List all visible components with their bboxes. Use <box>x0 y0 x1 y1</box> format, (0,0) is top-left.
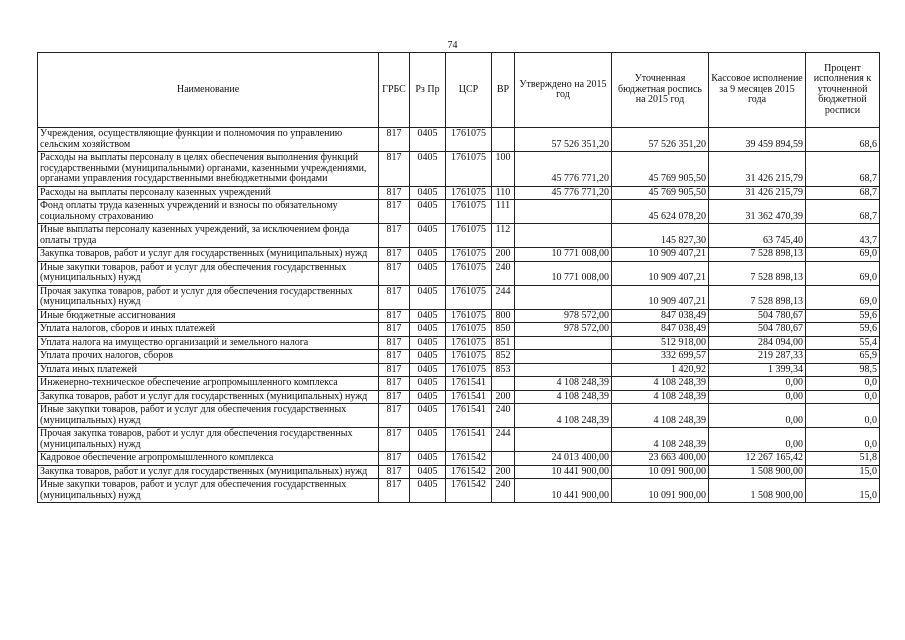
cell-cash: 504 780,67 <box>709 323 806 337</box>
cell-approved <box>515 285 612 309</box>
cell-revised: 4 108 248,39 <box>612 404 709 428</box>
cell-percent: 0,0 <box>806 390 880 404</box>
cell-name: Кадровое обеспечение агропромышленного комплекса <box>38 452 379 466</box>
cell-grbs: 817 <box>379 200 410 224</box>
table-row <box>38 261 880 285</box>
cell-vr: 851 <box>492 336 515 350</box>
cell-rzpr: 0405 <box>410 186 446 200</box>
cell-cash: 7 528 898,13 <box>709 285 806 309</box>
cell-cash: 1 508 900,00 <box>709 465 806 479</box>
table-body <box>38 128 880 503</box>
cell-percent: 65,9 <box>806 350 880 364</box>
cell-approved: 24 013 400,00 <box>515 452 612 466</box>
cell-name: Иные бюджетные ассигнования <box>38 309 379 323</box>
cell-revised: 57 526 351,20 <box>612 128 709 152</box>
cell-approved: 10 441 900,00 <box>515 479 612 503</box>
cell-approved: 4 108 248,39 <box>515 390 612 404</box>
cell-approved: 10 771 008,00 <box>515 261 612 285</box>
cell-cash: 1 508 900,00 <box>709 479 806 503</box>
cell-rzpr: 0405 <box>410 377 446 391</box>
cell-rzpr: 0405 <box>410 404 446 428</box>
cell-rzpr: 0405 <box>410 428 446 452</box>
table-row <box>38 479 880 503</box>
table-row <box>38 336 880 350</box>
cell-csr: 1761075 <box>446 248 492 262</box>
cell-approved <box>515 428 612 452</box>
table-row <box>38 452 880 466</box>
cell-grbs: 817 <box>379 152 410 187</box>
table-row <box>38 428 880 452</box>
cell-name: Уплата налога на имущество организаций и земельного налога <box>38 336 379 350</box>
cell-name: Уплата налогов, сборов и иных платежей <box>38 323 379 337</box>
header-approved: Утверждено на 2015 год <box>515 53 612 128</box>
header-name: Наименование <box>38 53 379 128</box>
cell-name: Расходы на выплаты персоналу в целях обеспечения выполнения функций государственными (муниципальными) органами, казенными учреждениями, органами управления государственными внебюджетными фондами <box>38 152 379 187</box>
cell-grbs: 817 <box>379 452 410 466</box>
cell-revised: 4 108 248,39 <box>612 428 709 452</box>
cell-rzpr: 0405 <box>410 152 446 187</box>
cell-csr: 1761541 <box>446 390 492 404</box>
cell-vr: 110 <box>492 186 515 200</box>
cell-grbs: 817 <box>379 248 410 262</box>
cell-grbs: 817 <box>379 390 410 404</box>
cell-cash: 0,00 <box>709 390 806 404</box>
cell-csr: 1761075 <box>446 285 492 309</box>
cell-csr: 1761542 <box>446 465 492 479</box>
table-row <box>38 377 880 391</box>
cell-rzpr: 0405 <box>410 465 446 479</box>
cell-csr: 1761075 <box>446 336 492 350</box>
cell-approved: 4 108 248,39 <box>515 404 612 428</box>
cell-revised: 10 909 407,21 <box>612 261 709 285</box>
cell-cash: 504 780,67 <box>709 309 806 323</box>
cell-approved: 10 441 900,00 <box>515 465 612 479</box>
cell-cash: 31 426 215,79 <box>709 186 806 200</box>
cell-rzpr: 0405 <box>410 363 446 377</box>
cell-cash: 284 094,00 <box>709 336 806 350</box>
cell-vr: 112 <box>492 224 515 248</box>
table-row <box>38 363 880 377</box>
cell-vr <box>492 128 515 152</box>
table-row <box>38 465 880 479</box>
cell-name: Закупка товаров, работ и услуг для государственных (муниципальных) нужд <box>38 465 379 479</box>
cell-approved: 57 526 351,20 <box>515 128 612 152</box>
cell-name: Учреждения, осуществляющие функции и полномочия по управлению сельским хозяйством <box>38 128 379 152</box>
cell-approved: 45 776 771,20 <box>515 152 612 187</box>
cell-revised: 45 769 905,50 <box>612 152 709 187</box>
cell-vr: 850 <box>492 323 515 337</box>
cell-csr: 1761075 <box>446 261 492 285</box>
cell-rzpr: 0405 <box>410 200 446 224</box>
cell-name: Закупка товаров, работ и услуг для государственных (муниципальных) нужд <box>38 248 379 262</box>
cell-grbs: 817 <box>379 261 410 285</box>
cell-vr: 200 <box>492 390 515 404</box>
cell-csr: 1761075 <box>446 200 492 224</box>
cell-cash: 0,00 <box>709 377 806 391</box>
cell-percent: 51,8 <box>806 452 880 466</box>
cell-name: Иные выплаты персоналу казенных учреждений, за исключением фонда оплаты труда <box>38 224 379 248</box>
table-row <box>38 248 880 262</box>
cell-rzpr: 0405 <box>410 285 446 309</box>
cell-rzpr: 0405 <box>410 128 446 152</box>
cell-rzpr: 0405 <box>410 452 446 466</box>
cell-cash: 31 362 470,39 <box>709 200 806 224</box>
cell-grbs: 817 <box>379 285 410 309</box>
cell-grbs: 817 <box>379 323 410 337</box>
cell-rzpr: 0405 <box>410 350 446 364</box>
table-row <box>38 128 880 152</box>
cell-cash: 7 528 898,13 <box>709 261 806 285</box>
cell-grbs: 817 <box>379 128 410 152</box>
cell-name: Прочая закупка товаров, работ и услуг для обеспечения государственных (муниципальных) нужд <box>38 285 379 309</box>
cell-cash: 31 426 215,79 <box>709 152 806 187</box>
budget-table <box>37 52 880 503</box>
cell-cash: 63 745,40 <box>709 224 806 248</box>
cell-vr: 240 <box>492 404 515 428</box>
cell-percent: 0,0 <box>806 404 880 428</box>
cell-csr: 1761075 <box>446 152 492 187</box>
cell-approved <box>515 200 612 224</box>
cell-grbs: 817 <box>379 224 410 248</box>
cell-grbs: 817 <box>379 377 410 391</box>
cell-revised: 10 091 900,00 <box>612 465 709 479</box>
cell-rzpr: 0405 <box>410 479 446 503</box>
cell-approved <box>515 363 612 377</box>
cell-approved: 978 572,00 <box>515 323 612 337</box>
cell-rzpr: 0405 <box>410 248 446 262</box>
table-row <box>38 309 880 323</box>
cell-percent: 59,6 <box>806 309 880 323</box>
cell-revised: 45 769 905,50 <box>612 186 709 200</box>
cell-percent: 68,6 <box>806 128 880 152</box>
table-header-row <box>38 53 880 128</box>
header-revised: Уточненная бюджетная роспись на 2015 год <box>612 53 709 128</box>
cell-vr: 200 <box>492 465 515 479</box>
cell-csr: 1761075 <box>446 309 492 323</box>
cell-revised: 145 827,30 <box>612 224 709 248</box>
cell-csr: 1761541 <box>446 428 492 452</box>
cell-approved <box>515 350 612 364</box>
table-row <box>38 404 880 428</box>
header-csr: ЦСР <box>446 53 492 128</box>
cell-approved: 10 771 008,00 <box>515 248 612 262</box>
cell-rzpr: 0405 <box>410 323 446 337</box>
table-row <box>38 285 880 309</box>
cell-revised: 847 038,49 <box>612 323 709 337</box>
cell-name: Инженерно-техническое обеспечение агропромышленного комплекса <box>38 377 379 391</box>
cell-percent: 68,7 <box>806 152 880 187</box>
cell-grbs: 817 <box>379 336 410 350</box>
cell-vr: 240 <box>492 261 515 285</box>
cell-vr: 852 <box>492 350 515 364</box>
header-rzpr: Рз Пр <box>410 53 446 128</box>
header-grbs: ГРБС <box>379 53 410 128</box>
cell-revised: 4 108 248,39 <box>612 390 709 404</box>
cell-vr <box>492 377 515 391</box>
cell-cash: 0,00 <box>709 428 806 452</box>
cell-percent: 69,0 <box>806 285 880 309</box>
cell-csr: 1761542 <box>446 452 492 466</box>
cell-csr: 1761075 <box>446 128 492 152</box>
cell-revised: 23 663 400,00 <box>612 452 709 466</box>
header-percent: Процент исполнения к уточненной бюджетной росписи <box>806 53 880 128</box>
cell-name: Прочая закупка товаров, работ и услуг для обеспечения государственных (муниципальных) нужд <box>38 428 379 452</box>
cell-grbs: 817 <box>379 404 410 428</box>
table-row <box>38 186 880 200</box>
cell-csr: 1761075 <box>446 363 492 377</box>
cell-csr: 1761541 <box>446 404 492 428</box>
cell-name: Фонд оплаты труда казенных учреждений и взносы по обязательному социальному страхованию <box>38 200 379 224</box>
cell-percent: 0,0 <box>806 377 880 391</box>
cell-vr: 800 <box>492 309 515 323</box>
cell-cash: 0,00 <box>709 404 806 428</box>
cell-name: Иные закупки товаров, работ и услуг для обеспечения государственных (муниципальных) нужд <box>38 404 379 428</box>
cell-rzpr: 0405 <box>410 261 446 285</box>
cell-grbs: 817 <box>379 479 410 503</box>
cell-vr: 244 <box>492 428 515 452</box>
cell-revised: 4 108 248,39 <box>612 377 709 391</box>
cell-name: Закупка товаров, работ и услуг для государственных (муниципальных) нужд <box>38 390 379 404</box>
cell-csr: 1761075 <box>446 224 492 248</box>
cell-percent: 69,0 <box>806 261 880 285</box>
cell-approved: 978 572,00 <box>515 309 612 323</box>
cell-grbs: 817 <box>379 363 410 377</box>
cell-cash: 219 287,33 <box>709 350 806 364</box>
cell-rzpr: 0405 <box>410 336 446 350</box>
cell-revised: 512 918,00 <box>612 336 709 350</box>
cell-percent: 98,5 <box>806 363 880 377</box>
cell-revised: 10 091 900,00 <box>612 479 709 503</box>
cell-vr <box>492 452 515 466</box>
table-row <box>38 323 880 337</box>
table-row <box>38 200 880 224</box>
cell-name: Иные закупки товаров, работ и услуг для обеспечения государственных (муниципальных) нужд <box>38 479 379 503</box>
page-number: 74 <box>447 40 458 51</box>
cell-rzpr: 0405 <box>410 224 446 248</box>
cell-cash: 39 459 894,59 <box>709 128 806 152</box>
header-vr: ВР <box>492 53 515 128</box>
cell-name: Уплата иных платежей <box>38 363 379 377</box>
cell-revised: 10 909 407,21 <box>612 285 709 309</box>
table-row <box>38 390 880 404</box>
cell-percent: 69,0 <box>806 248 880 262</box>
cell-vr: 200 <box>492 248 515 262</box>
cell-cash: 1 399,34 <box>709 363 806 377</box>
cell-csr: 1761075 <box>446 350 492 364</box>
cell-grbs: 817 <box>379 465 410 479</box>
table-row <box>38 152 880 187</box>
cell-vr: 240 <box>492 479 515 503</box>
cell-grbs: 817 <box>379 186 410 200</box>
cell-csr: 1761075 <box>446 186 492 200</box>
cell-name: Расходы на выплаты персоналу казенных учреждений <box>38 186 379 200</box>
cell-percent: 68,7 <box>806 200 880 224</box>
cell-cash: 12 267 165,42 <box>709 452 806 466</box>
cell-rzpr: 0405 <box>410 390 446 404</box>
cell-csr: 1761075 <box>446 323 492 337</box>
cell-csr: 1761541 <box>446 377 492 391</box>
cell-percent: 15,0 <box>806 479 880 503</box>
cell-csr: 1761542 <box>446 479 492 503</box>
cell-approved <box>515 224 612 248</box>
cell-rzpr: 0405 <box>410 309 446 323</box>
cell-percent: 68,7 <box>806 186 880 200</box>
cell-grbs: 817 <box>379 350 410 364</box>
cell-revised: 847 038,49 <box>612 309 709 323</box>
table-row <box>38 350 880 364</box>
cell-revised: 10 909 407,21 <box>612 248 709 262</box>
cell-name: Уплата прочих налогов, сборов <box>38 350 379 364</box>
header-cash: Кассовое исполнение за 9 месяцев 2015 года <box>709 53 806 128</box>
cell-vr: 111 <box>492 200 515 224</box>
cell-percent: 59,6 <box>806 323 880 337</box>
cell-revised: 1 420,92 <box>612 363 709 377</box>
cell-grbs: 817 <box>379 428 410 452</box>
cell-vr: 100 <box>492 152 515 187</box>
cell-percent: 55,4 <box>806 336 880 350</box>
cell-revised: 332 699,57 <box>612 350 709 364</box>
cell-revised: 45 624 078,20 <box>612 200 709 224</box>
cell-percent: 0,0 <box>806 428 880 452</box>
cell-percent: 15,0 <box>806 465 880 479</box>
cell-grbs: 817 <box>379 309 410 323</box>
cell-approved: 4 108 248,39 <box>515 377 612 391</box>
cell-approved <box>515 336 612 350</box>
cell-name: Иные закупки товаров, работ и услуг для обеспечения государственных (муниципальных) нужд <box>38 261 379 285</box>
cell-vr: 853 <box>492 363 515 377</box>
table-row <box>38 224 880 248</box>
cell-approved: 45 776 771,20 <box>515 186 612 200</box>
cell-percent: 43,7 <box>806 224 880 248</box>
cell-cash: 7 528 898,13 <box>709 248 806 262</box>
cell-vr: 244 <box>492 285 515 309</box>
